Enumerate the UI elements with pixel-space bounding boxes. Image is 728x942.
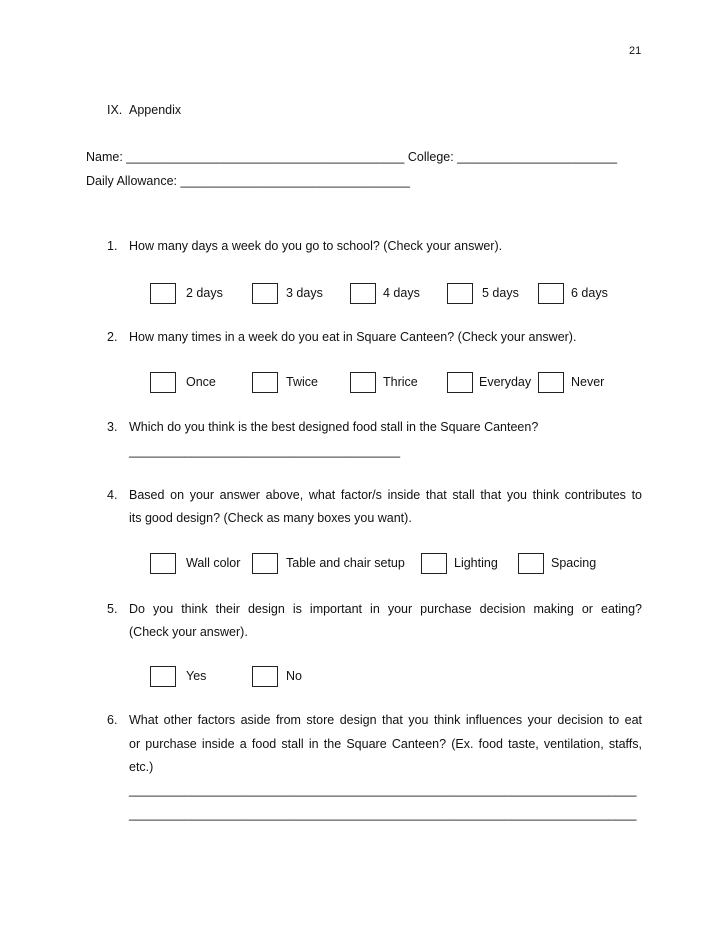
option-twice: Twice (286, 375, 318, 389)
question-6-number: 6. (107, 713, 118, 727)
checkbox-thrice[interactable] (350, 372, 376, 393)
checkbox-2-days[interactable] (150, 283, 176, 304)
question-1-number: 1. (107, 239, 118, 253)
checkbox-no[interactable] (252, 666, 278, 687)
checkbox-lighting[interactable] (421, 553, 447, 574)
checkbox-twice[interactable] (252, 372, 278, 393)
checkbox-4-days[interactable] (350, 283, 376, 304)
question-4-text-line1: Based on your answer above, what factor/s inside that stall that you think contributes to (129, 488, 642, 502)
question-6-answer-line-2[interactable]: _________________________________________________________________________ (129, 807, 637, 821)
section-number: IX. (107, 103, 123, 117)
question-4-text-line2: its good design? (Check as many boxes you want). (129, 511, 412, 525)
question-6-text-line2: or purchase inside a food stall in the Square Canteen? (Ex. food taste, ventilation, staffs, (129, 737, 642, 751)
option-lighting: Lighting (454, 556, 498, 570)
checkbox-spacing[interactable] (518, 553, 544, 574)
question-3-answer-line[interactable]: _______________________________________ (129, 444, 401, 458)
checkbox-5-days[interactable] (447, 283, 473, 304)
checkbox-table-chair-setup[interactable] (252, 553, 278, 574)
page-number: 21 (629, 45, 642, 57)
question-3-number: 3. (107, 420, 118, 434)
option-no: No (286, 669, 302, 683)
checkbox-yes[interactable] (150, 666, 176, 687)
question-2-text: How many times in a week do you eat in Square Canteen? (Check your answer). (129, 330, 577, 344)
question-5-number: 5. (107, 602, 118, 616)
question-6-text-line1: What other factors aside from store design that you think influences your decision to eat (129, 713, 642, 727)
question-5-text-line1: Do you think their design is important in your purchase decision making or eating? (129, 602, 642, 616)
option-table-chair-setup: Table and chair setup (286, 556, 405, 570)
checkbox-everyday[interactable] (447, 372, 473, 393)
option-5-days: 5 days (482, 286, 519, 300)
checkbox-6-days[interactable] (538, 283, 564, 304)
checkbox-once[interactable] (150, 372, 176, 393)
option-wall-color: Wall color (186, 556, 241, 570)
option-6-days: 6 days (571, 286, 608, 300)
question-5-text-line2: (Check your answer). (129, 625, 248, 639)
name-college-field[interactable]: Name: ________________________________________ College: _______________________ (86, 150, 618, 164)
checkbox-wall-color[interactable] (150, 553, 176, 574)
option-4-days: 4 days (383, 286, 420, 300)
question-6-text-line3: etc.) (129, 760, 154, 774)
option-2-days: 2 days (186, 286, 223, 300)
option-spacing: Spacing (551, 556, 597, 570)
question-4-number: 4. (107, 488, 118, 502)
question-3-text: Which do you think is the best designed food stall in the Square Canteen? (129, 420, 539, 434)
question-1-text: How many days a week do you go to school? (Check your answer). (129, 239, 503, 253)
question-2-number: 2. (107, 330, 118, 344)
section-title: Appendix (129, 103, 182, 117)
daily-allowance-field[interactable]: Daily Allowance: _________________________________ (86, 174, 410, 188)
checkbox-never[interactable] (538, 372, 564, 393)
question-6-answer-line-1[interactable]: _________________________________________________________________________ (129, 783, 637, 797)
option-yes: Yes (186, 669, 207, 683)
option-everyday: Everyday (479, 375, 532, 389)
option-once: Once (186, 375, 216, 389)
checkbox-3-days[interactable] (252, 283, 278, 304)
option-never: Never (571, 375, 605, 389)
option-3-days: 3 days (286, 286, 323, 300)
option-thrice: Thrice (383, 375, 418, 389)
